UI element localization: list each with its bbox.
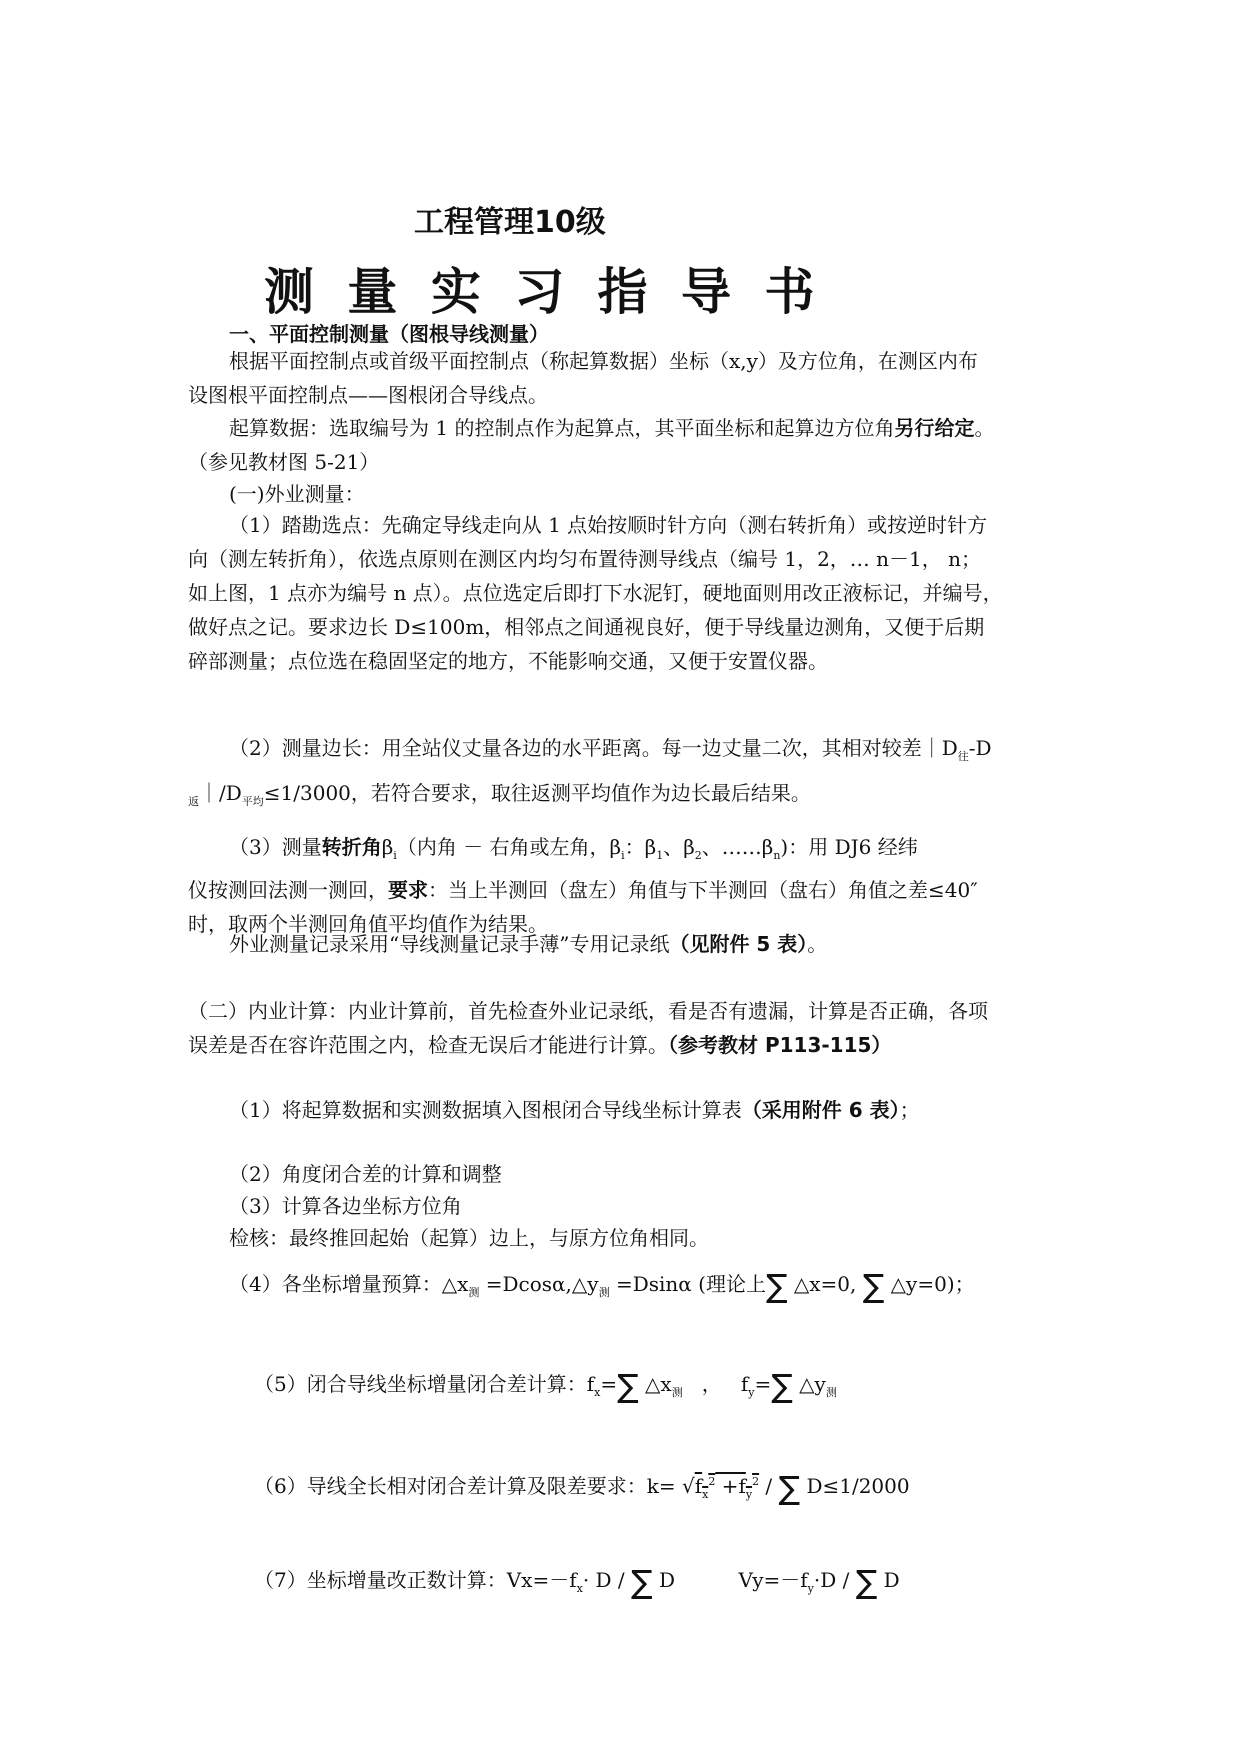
sigma-symbol: ∑ [771, 1367, 793, 1405]
step4-text-a: （4）各坐标增量预算：△x [229, 1272, 469, 1296]
item3-text-2c: ：当上半测回（盘左）角值与下半测回（盘右）角值之差≤40″ [428, 878, 978, 902]
step7-text-b: · D / [582, 1568, 632, 1592]
step6-fx: f [694, 1474, 703, 1498]
item3-sub-i: i [393, 849, 397, 862]
office-check: 检核：最终推回起始（起算）边上，与原方位角相同。 [229, 1226, 709, 1250]
item3-text-a: （3）测量 [229, 835, 322, 859]
item2-line-1 [188, 730, 992, 775]
office-step-3: （3）计算各边坐标方位角 [229, 1194, 462, 1218]
item3-emph: 转折角 [321, 835, 382, 859]
sigma-symbol: ∑ [765, 1267, 788, 1305]
field-item-1 [188, 508, 1003, 678]
item3-text-f: 、β [663, 835, 695, 859]
step7-text-c: D Vy=－f [652, 1568, 808, 1592]
section1-heading: 一、平面控制测量（图根导线测量） [229, 322, 549, 346]
step5-text-f: △y [792, 1372, 826, 1396]
office-step-1 [229, 1098, 920, 1122]
step6-plus-fy: +f [715, 1474, 746, 1498]
step5-sub-ce-1: 测 [671, 1386, 683, 1399]
step6-text-c: D≤1/2000 [800, 1474, 910, 1498]
start-data-emph: 另行给定 [894, 416, 975, 440]
step6-sub-x: x [702, 1488, 709, 1501]
item1-line: 做好点之记。要求边长 D≤100m，相邻点之间通视良好，便于导线量边测角，又便于后期 [188, 615, 985, 639]
item2-text-b: -D [968, 736, 992, 760]
intro-line-2: 设图根平面控制点——图根闭合导线点。 [188, 383, 548, 407]
step6-radicand [694, 1474, 760, 1501]
item2-line-2 [188, 775, 992, 820]
step4-text-c: =Dsinα (理论上 [609, 1272, 766, 1296]
start-data-paragraph [188, 411, 994, 479]
step5-sub-x: x [594, 1386, 601, 1399]
step5-sub-y: y [748, 1386, 755, 1399]
step7-sub-x: x [576, 1582, 583, 1595]
sigma-symbol: ∑ [855, 1563, 878, 1601]
step7-text-a: （7）坐标增量改正数计算：Vx=－f [254, 1568, 577, 1592]
step1-text: （1）将起算数据和实测数据填入图根闭合导线坐标计算表 [229, 1098, 742, 1122]
step5-sub-ce-2: 测 [825, 1386, 837, 1399]
office-step-2: （2）角度闭合差的计算和调整 [229, 1162, 502, 1186]
intro-line-1: 根据平面控制点或首级平面控制点（称起算数据）坐标（x,y）及方位角，在测区内布 [229, 349, 978, 373]
item3-sub-2: 2 [694, 849, 702, 862]
item1-line: 碎部测量；点位选在稳固坚定的地方，不能影响交通，又便于安置仪器。 [188, 649, 828, 673]
item3-text-2a: 仪按测回法测一测回， [188, 878, 388, 902]
step7-text-e: D [877, 1568, 900, 1592]
field-record-note [229, 932, 827, 956]
office-step-7 [254, 1563, 900, 1601]
item2-text-a: （2）测量边长：用全站仪丈量各边的水平距离。每一边丈量二次，其相对较差｜D [229, 736, 958, 760]
step5-text-c: △x [638, 1372, 672, 1396]
sigma-symbol: ∑ [862, 1267, 885, 1305]
item3-beta: β [381, 835, 394, 859]
step7-sub-y: y [807, 1582, 814, 1595]
office-line-1: （二）内业计算：内业计算前，首先检查外业记录纸，看是否有遗漏，计算是否正确，各项 [188, 999, 988, 1023]
step4-sub-1: 测 [468, 1286, 480, 1299]
item3-text-h: )：用 DJ6 经纬 [780, 835, 918, 859]
item3-sub-i2: i [621, 849, 625, 862]
item1-line: （1）踏勘选点：先确定导线走向从 1 点始按顺时针方向（测右转折角）或按逆时针方 [229, 513, 988, 537]
record-period: 。 [807, 932, 828, 956]
item3-text-g: 、……β [701, 835, 774, 859]
field-heading: (一)外业测量： [229, 482, 365, 506]
doc-title: 测 量 实 习 指 导 书 [264, 263, 823, 321]
class-name: 工程管理10级 [414, 205, 606, 240]
sigma-symbol: ∑ [778, 1469, 801, 1507]
office-intro [188, 994, 988, 1062]
item2-sub-pingjun: 平均 [241, 795, 264, 808]
step4-text-d: △x=0, [787, 1272, 863, 1296]
item3-emph-yaoqiu: 要求 [388, 878, 428, 902]
office-line-2 [188, 1028, 988, 1062]
item2-text-d: ≤1/3000，若符合要求，取往返测平均值作为边长最后结果。 [263, 781, 811, 805]
item3-line-2 [188, 873, 978, 907]
item2-text-c: ｜/D [199, 781, 242, 805]
item3-sub-n: n [773, 849, 781, 862]
record-text: 外业测量记录采用“导线测量记录手薄”专用记录纸 [229, 932, 670, 956]
step4-sub-2: 测 [598, 1286, 610, 1299]
step7-text-d: ·D / [813, 1568, 856, 1592]
step1-emph: （采用附件 6 表） [741, 1098, 900, 1122]
item3-line-1 [188, 830, 978, 873]
step5-eq-2: = [754, 1372, 772, 1396]
office-step-4 [229, 1267, 975, 1305]
step5-text-a: （5）闭合导线坐标增量闭合差计算：f [254, 1372, 595, 1396]
section1-intro [188, 344, 978, 412]
record-emph: （见附件 5 表） [669, 932, 808, 956]
start-data-period: 。 [974, 416, 995, 440]
step6-sup-2a: 2 [708, 1475, 716, 1488]
item1-line: 如上图，1 点亦为编号 n 点）。点位选定后即打下水泥钉，硬地面则用改正液标记，并编号， [188, 581, 1003, 605]
office-line-2-text: 误差是否在容许范围之内，检查无误后才能进行计算。 [188, 1033, 668, 1057]
field-item-2 [188, 730, 992, 820]
office-step-6 [254, 1470, 910, 1507]
office-step-5 [254, 1367, 837, 1405]
step4-text-b: =Dcosα,△y [479, 1272, 599, 1296]
item2-sub-wang: 往 [957, 750, 969, 763]
field-item-3 [188, 830, 978, 941]
item2-sub-fan: 返 [188, 795, 199, 808]
step5-eq-1: = [600, 1372, 618, 1396]
start-data-text: 起算数据：选取编号为 1 的控制点作为起算点，其平面坐标和起算边方位角 [229, 416, 895, 440]
step6-slash: / [759, 1474, 779, 1498]
item1-line: 向（测左转折角），依选点原则在测区内均匀布置待测导线点（编号 1，2，… n－1， n； [188, 547, 982, 571]
sigma-symbol: ∑ [631, 1563, 653, 1601]
item3-text-d: （内角 － 右角或左角，β [396, 835, 622, 859]
step6-sub-y: y [745, 1488, 753, 1501]
item3-sub-1: 1 [656, 849, 664, 862]
start-data-line-1 [188, 411, 994, 445]
item3-text-e: ：β [624, 835, 657, 859]
office-line-2-emph: （参考教材 P113-115） [668, 1033, 892, 1057]
step1-semicolon: ； [899, 1098, 920, 1122]
step6-sup-2b: 2 [752, 1475, 760, 1488]
step6-text-a: （6）导线全长相对闭合差计算及限差要求：k= √ [254, 1474, 695, 1498]
step4-text-e: △y=0)； [884, 1272, 975, 1296]
item3-line-3: 时，取两个半测回角值平均值作为结果。 [188, 912, 548, 936]
step5-text-d: ， f [682, 1372, 749, 1396]
start-data-line-2: （参见教材图 5-21） [188, 450, 380, 474]
sigma-symbol: ∑ [617, 1367, 639, 1405]
